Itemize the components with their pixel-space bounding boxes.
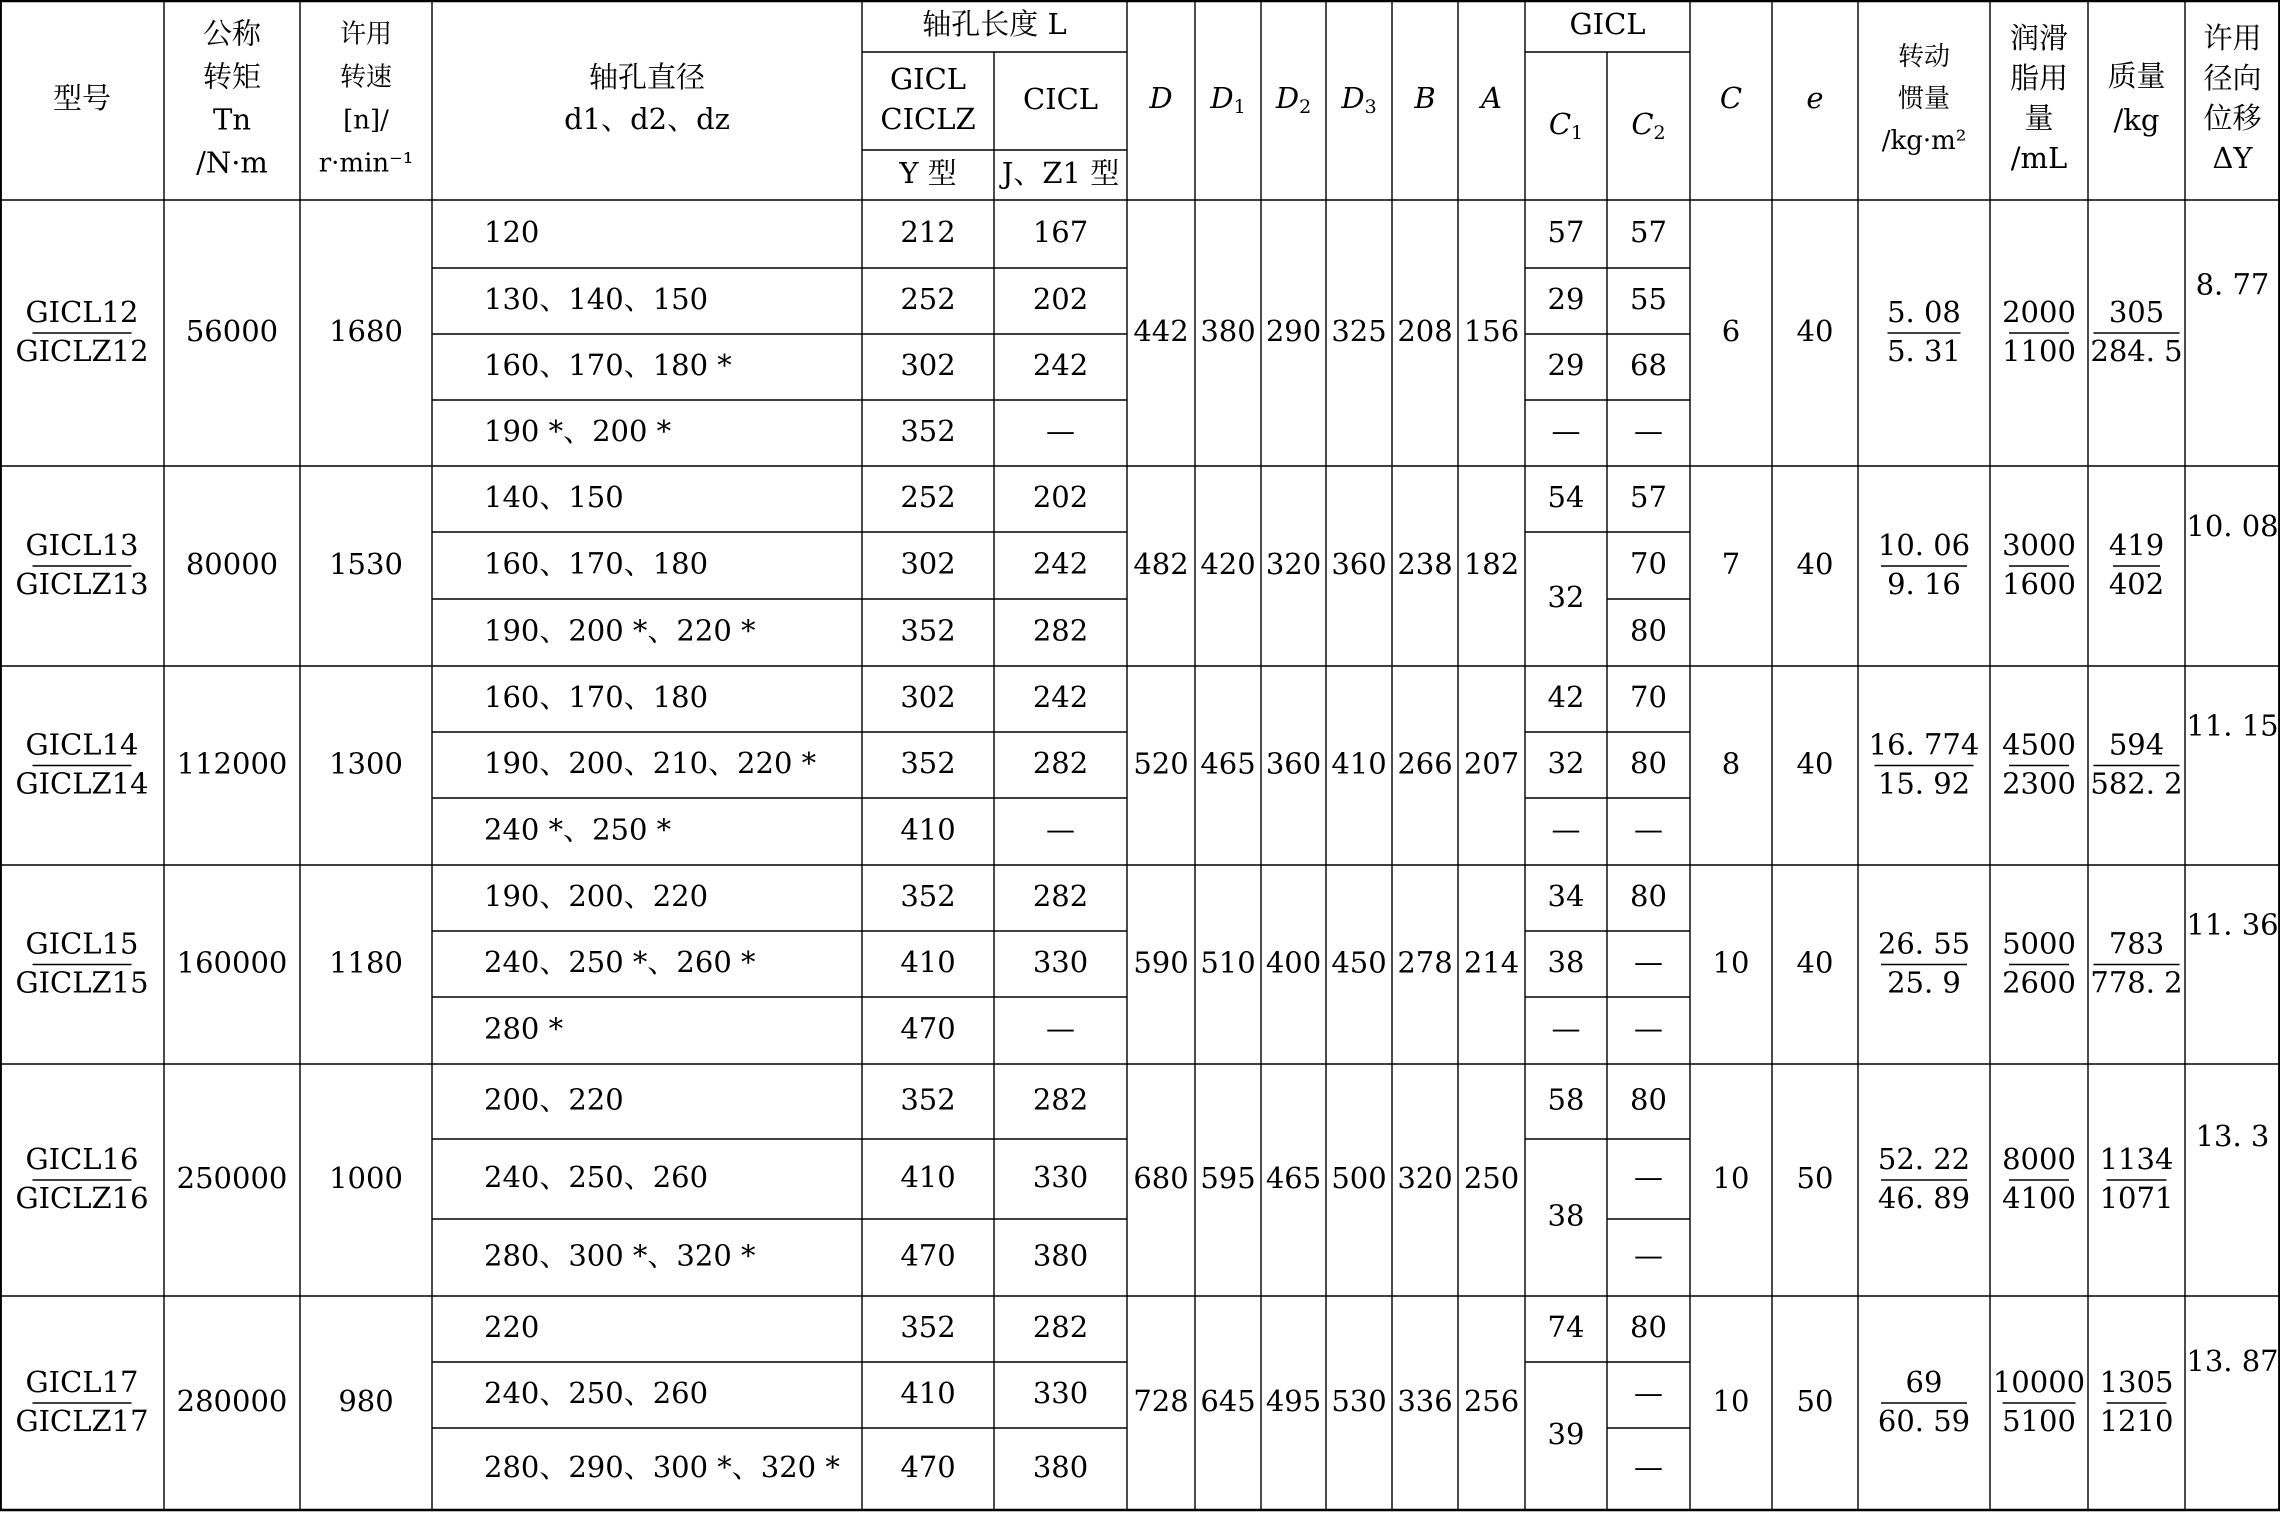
group-2-c: 7 [1721,547,1741,581]
header-length-y: Y 型 [899,156,957,190]
group-1-dim-d1: 380 [1200,314,1256,348]
group-6-mass-numerator: 1305 [2099,1365,2174,1399]
group-4-offset: 11. 36 [2186,907,2279,942]
group-4-c: 10 [1712,945,1750,980]
group-5-offset: 13. 3 [2195,1118,2270,1153]
header-gicl: GⅠCL [1569,7,1646,41]
group-1-e: 40 [1796,314,1834,348]
group-6-row-1-length-jz: 282 [1032,1310,1089,1344]
group-4-e: 40 [1796,945,1834,980]
group-5-mass-numerator: 1134 [2099,1142,2174,1176]
group-4-dim-d2: 400 [1265,945,1322,980]
group-4-mass-denominator: 778. 2 [2090,965,2183,1000]
group-3-row-2-c2: 80 [1630,746,1667,780]
group-3-row-2-length-jz: 282 [1032,746,1089,780]
header-grease-line-2: 脂用 [2009,61,2069,95]
group-6-dim-d2: 495 [1265,1384,1322,1418]
group-5-row-1-c2: 80 [1630,1082,1667,1117]
group-4-dim-d3: 450 [1331,945,1387,980]
header-mass-line-2: /kg [2113,103,2160,137]
group-3-row-3-bore: 240 *、250 * [484,812,672,847]
group-5-grease-numerator: 8000 [2002,1142,2076,1176]
group-5-mass-denominator: 1071 [2099,1181,2174,1215]
group-4-speed: 1180 [329,945,403,980]
group-5-e: 50 [1796,1161,1834,1195]
group-4-row-2-c1: 38 [1547,945,1585,979]
header-c1: $C_1$ [1548,107,1584,144]
group-1-torque: 56000 [185,314,279,348]
group-6-mass-denominator: 1210 [2099,1404,2174,1438]
header-grease-line-3: 量 [2024,101,2054,135]
group-1-row-4-c1: — [1551,414,1581,448]
header-torque-line-2: 转矩 [202,59,262,94]
group-1-row-1-length-y: 212 [900,215,956,249]
group-3-row-1-bore: 160、170、180 [484,680,709,714]
group-4-row-1-length-jz: 282 [1032,879,1089,913]
header-length-g-line-2: CⅠCLZ [880,102,976,136]
group-4-model-numerator: GⅠCL15 [25,926,139,961]
group-5-inertia-denominator: 46. 89 [1877,1181,1971,1215]
group-5-row-3-length-jz: 380 [1032,1238,1089,1273]
group-4-row-1-length-y: 352 [900,879,956,913]
group-6-inertia-numerator: 69 [1905,1365,1943,1399]
group-2-row-1-length-jz: 202 [1032,480,1089,514]
group-6-dim-d1: 645 [1200,1384,1256,1418]
group-4-row-2-length-y: 410 [900,945,956,979]
group-2-row-3-c2: 80 [1630,613,1667,648]
group-2-inertia-denominator: 9. 16 [1887,567,1961,601]
group-4-row-3-length-y: 470 [900,1011,956,1046]
group-4-model-denominator: GⅠCLZ15 [15,965,149,1000]
header-inertia-line-3: /kg·m² [1881,126,1967,156]
header-offset-line-2: 径向 [2203,61,2262,95]
header-offset-line-3: 位移 [2203,101,2262,135]
group-6-row-3-bore: 280、290、300 *、320 * [484,1450,840,1484]
group-3-dim-d1: 465 [1200,746,1256,781]
group-6-dim-b: 336 [1397,1384,1453,1418]
group-5-dim-d2: 465 [1265,1161,1322,1195]
group-5-dim-b: 320 [1397,1161,1453,1195]
header-dim-b: B [1414,81,1436,115]
header-length-title: 轴孔长度 L [922,7,1067,41]
group-1-dim-d: 442 [1133,314,1189,348]
group-2-dim-d1: 420 [1200,547,1256,581]
group-3-grease-denominator: 2300 [2002,766,2076,801]
header-model: 型号 [52,81,112,115]
group-4-torque: 160000 [176,945,288,980]
group-5-dim-a: 250 [1463,1161,1520,1195]
group-6-grease-numerator: 10000 [1992,1365,2086,1399]
group-6-row-2-c2: — [1634,1376,1663,1410]
group-4-grease-numerator: 5000 [2002,926,2076,961]
group-2-row-1-c2: 57 [1630,480,1667,514]
group-2-dim-a: 182 [1463,547,1520,581]
group-6-row-1-bore: 220 [484,1310,540,1344]
group-3-dim-a: 207 [1463,746,1520,781]
group-2-row-2-bore: 160、170、180 [484,546,709,581]
group-6-row-3-length-jz: 380 [1032,1450,1089,1484]
group-2-offset: 10. 08 [2186,509,2279,543]
header-speed-line-1: 许用 [339,19,393,50]
group-2-dim-d2: 320 [1265,547,1322,581]
group-3-grease-numerator: 4500 [2002,727,2076,762]
group-4-row-3-c2: — [1634,1011,1663,1046]
group-2-speed: 1530 [329,547,403,581]
group-5-dim-d: 680 [1133,1161,1189,1195]
header-inertia-line-2: 惯量 [1897,84,1951,114]
group-2-mass-denominator: 402 [2108,567,2165,601]
group-3-offset: 11. 15 [2186,708,2279,743]
group-3-model-denominator: GⅠCLZ14 [15,766,149,801]
group-1-row-3-c2: 68 [1630,348,1667,382]
group-4-row-2-c2: — [1634,945,1663,979]
group-6-model-numerator: GⅠCL17 [25,1365,139,1399]
group-1-row-1-length-jz: 167 [1032,215,1089,249]
group-3-row-3-c2: — [1634,812,1663,847]
group-1-dim-a: 156 [1463,314,1520,348]
group-2-torque: 80000 [185,547,279,581]
group-3-speed: 1300 [329,746,403,781]
group-4-row-3-c1: — [1551,1011,1581,1046]
group-2-inertia-numerator: 10. 06 [1877,528,1971,562]
group-5-row-2-c2: — [1634,1160,1663,1194]
group-1-dim-d2: 290 [1265,314,1322,348]
header-torque-line-4: /N·m [196,145,268,180]
group-4-inertia-denominator: 25. 9 [1887,965,1961,1000]
group-3-mass-numerator: 594 [2108,727,2165,762]
header-offset-line-1: 许用 [2203,21,2262,55]
header-length-g-line-1: GⅠCL [889,62,967,96]
group-1-row-3-bore: 160、170、180 * [484,348,732,382]
group-2-grease-numerator: 3000 [2002,528,2076,562]
group-2-dim-d: 482 [1133,547,1189,581]
group-2-merged-c1: 32 [1547,580,1585,614]
group-3-dim-b: 266 [1397,746,1453,781]
group-6-merged-c1: 39 [1547,1417,1585,1451]
group-6-row-1-c2: 80 [1630,1310,1667,1344]
group-2-model-denominator: GⅠCLZ13 [15,567,149,601]
group-6-grease-denominator: 5100 [2002,1404,2076,1438]
group-1-row-2-c1: 29 [1547,282,1585,316]
group-6-dim-d: 728 [1133,1384,1189,1418]
group-5-c: 10 [1712,1161,1750,1195]
group-5-dim-d3: 500 [1331,1161,1387,1195]
group-6-row-1-length-y: 352 [900,1310,956,1344]
group-5-row-1-c1: 58 [1547,1082,1585,1117]
group-5-row-1-length-jz: 282 [1032,1082,1089,1117]
header-length-c: CⅠCL [1022,82,1099,116]
group-4-row-2-bore: 240、250 *、260 * [484,945,756,979]
header-e: e [1806,81,1824,115]
group-2-row-2-c2: 70 [1630,546,1667,581]
group-6-inertia-denominator: 60. 59 [1877,1404,1971,1438]
group-1-row-1-c1: 57 [1547,215,1585,249]
group-4-dim-a: 214 [1463,945,1520,980]
group-2-dim-d3: 360 [1331,547,1387,581]
group-5-row-3-length-y: 470 [900,1238,956,1273]
header-length-jz: J、Z1 型 [1001,156,1120,190]
group-3-row-1-length-jz: 242 [1032,680,1089,714]
group-6-row-3-c2: — [1634,1450,1663,1484]
header-dim-d: D [1149,81,1173,115]
group-1-model-denominator: GⅠCLZ12 [15,334,149,368]
group-2-row-3-length-jz: 282 [1032,613,1089,648]
group-6-dim-d3: 530 [1331,1384,1387,1418]
header-speed-line-2: 转速 [339,62,393,93]
group-6-row-2-length-jz: 330 [1032,1376,1089,1410]
group-2-row-1-bore: 140、150 [484,480,624,514]
group-6-c: 10 [1712,1384,1750,1418]
group-5-model-numerator: GⅠCL16 [25,1142,139,1176]
header-dim-d2: $D_2$ [1275,81,1312,118]
group-2-e: 40 [1796,547,1834,581]
group-6-e: 50 [1796,1384,1834,1418]
group-4-dim-b: 278 [1397,945,1453,980]
group-4-inertia-numerator: 26. 55 [1877,926,1971,961]
group-1-row-3-c1: 29 [1547,348,1585,382]
group-3-c: 8 [1721,746,1741,781]
group-6-torque: 280000 [176,1384,288,1418]
group-3-dim-d: 520 [1133,746,1189,781]
group-5-row-2-length-jz: 330 [1032,1160,1089,1194]
group-3-inertia-denominator: 15. 92 [1877,766,1971,801]
group-5-row-3-bore: 280、300 *、320 * [484,1238,756,1273]
group-2-row-1-length-y: 252 [900,480,956,514]
group-2-row-3-bore: 190、200 *、220 * [484,613,756,648]
group-3-dim-d2: 360 [1265,746,1322,781]
group-3-e: 40 [1796,746,1834,781]
group-4-row-1-bore: 190、200、220 [484,879,709,913]
group-6-row-1-c1: 74 [1547,1310,1585,1344]
group-4-row-3-bore: 280 * [484,1011,564,1046]
group-1-dim-d3: 325 [1331,314,1387,348]
group-5-grease-denominator: 4100 [2002,1181,2076,1215]
group-3-row-2-c1: 32 [1547,746,1585,780]
header-bore-line-1: 轴孔直径 [588,60,706,94]
group-1-row-4-bore: 190 *、200 * [484,414,672,448]
header-torque-line-1: 公称 [202,16,262,51]
header-dim-d3: $D_3$ [1341,81,1377,118]
group-1-row-4-length-jz: — [1046,414,1075,448]
group-2-dim-b: 238 [1397,547,1453,581]
group-3-row-2-length-y: 352 [900,746,956,780]
group-1-grease-denominator: 1100 [2002,334,2076,368]
group-5-row-2-length-y: 410 [900,1160,956,1194]
group-6-row-3-length-y: 470 [900,1450,956,1484]
group-1-offset: 8. 77 [2195,267,2270,302]
header-dim-a: A [1481,81,1502,115]
group-1-mass-numerator: 305 [2108,295,2165,329]
group-1-row-1-c2: 57 [1630,215,1667,249]
header-grease-line-1: 润滑 [2009,21,2069,55]
group-1-speed: 1680 [329,314,403,348]
group-3-inertia-numerator: 16. 774 [1868,727,1980,762]
group-4-row-3-length-jz: — [1046,1011,1075,1046]
group-1-row-3-length-y: 302 [900,348,956,382]
group-1-c: 6 [1721,314,1741,348]
group-2-grease-denominator: 1600 [2002,567,2076,601]
group-4-dim-d1: 510 [1200,945,1256,980]
header-bore-line-2: d1、d2、dz [564,102,730,136]
group-5-row-1-bore: 200、220 [484,1082,624,1117]
group-1-grease-numerator: 2000 [2002,295,2076,329]
group-5-row-2-bore: 240、250、260 [484,1160,709,1194]
group-4-grease-denominator: 2600 [2002,965,2076,1000]
header-c2: $C_2$ [1631,107,1666,144]
header-mass-line-1: 质量 [2107,59,2166,93]
group-5-torque: 250000 [176,1161,288,1195]
group-3-row-1-c1: 42 [1547,680,1585,714]
group-5-model-denominator: GⅠCLZ16 [15,1181,149,1215]
group-3-mass-denominator: 582. 2 [2090,766,2183,801]
group-3-model-numerator: GⅠCL14 [25,727,139,762]
group-1-mass-denominator: 284. 5 [2090,334,2183,368]
group-1-row-1-bore: 120 [484,215,540,249]
group-1-row-4-length-y: 352 [900,414,956,448]
group-1-row-3-length-jz: 242 [1032,348,1089,382]
group-6-speed: 980 [338,1384,394,1418]
header-offset-line-4: ΔY [2212,141,2253,175]
group-4-mass-numerator: 783 [2108,926,2165,961]
header-dim-d1: $D_1$ [1210,81,1246,118]
group-6-dim-a: 256 [1463,1384,1520,1418]
group-2-row-2-length-y: 302 [900,546,956,581]
header-speed-line-4: r·min⁻¹ [318,148,414,179]
header-speed-line-3: [n]/ [343,105,389,136]
group-2-mass-numerator: 419 [2108,528,2165,562]
group-4-row-2-length-jz: 330 [1032,945,1089,979]
group-1-row-2-bore: 130、140、150 [484,282,709,316]
group-3-row-3-c1: — [1551,812,1581,847]
group-3-row-1-c2: 70 [1630,680,1667,714]
group-1-dim-b: 208 [1397,314,1453,348]
group-6-model-denominator: GⅠCLZ17 [15,1404,149,1438]
group-4-dim-d: 590 [1133,945,1189,980]
group-1-row-2-length-jz: 202 [1032,282,1089,316]
group-1-row-2-length-y: 252 [900,282,956,316]
group-3-row-1-length-y: 302 [900,680,956,714]
group-5-speed: 1000 [329,1161,403,1195]
group-1-row-2-c2: 55 [1630,282,1667,316]
header-c: C [1719,81,1743,115]
group-5-inertia-numerator: 52. 22 [1877,1142,1971,1176]
group-4-row-1-c2: 80 [1630,879,1667,913]
group-5-row-1-length-y: 352 [900,1082,956,1117]
group-4-row-1-c1: 34 [1547,879,1585,913]
group-3-row-3-length-jz: — [1046,812,1075,847]
header-grease-line-4: /mL [2010,141,2068,175]
group-6-row-2-bore: 240、250、260 [484,1376,709,1410]
group-1-inertia-numerator: 5. 08 [1887,295,1961,329]
group-5-row-3-c2: — [1634,1238,1663,1273]
group-3-dim-d3: 410 [1331,746,1387,781]
header-inertia-line-1: 转动 [1897,42,1951,72]
group-6-row-2-length-y: 410 [900,1376,956,1410]
group-5-merged-c1: 38 [1547,1198,1585,1233]
group-3-torque: 112000 [176,746,288,781]
group-2-row-3-length-y: 352 [900,613,956,648]
group-2-row-2-length-jz: 242 [1032,546,1089,581]
group-2-model-numerator: GⅠCL13 [25,528,139,562]
group-6-offset: 13. 87 [2186,1344,2279,1379]
group-5-dim-d1: 595 [1200,1161,1256,1195]
group-1-row-4-c2: — [1634,414,1663,448]
group-3-row-3-length-y: 410 [900,812,956,847]
group-1-model-numerator: GⅠCL12 [25,295,139,329]
group-1-inertia-denominator: 5. 31 [1887,334,1961,368]
group-2-row-1-c1: 54 [1547,480,1585,514]
group-3-row-2-bore: 190、200、210、220 * [484,746,817,780]
header-torque-line-3: Tn [212,102,252,137]
